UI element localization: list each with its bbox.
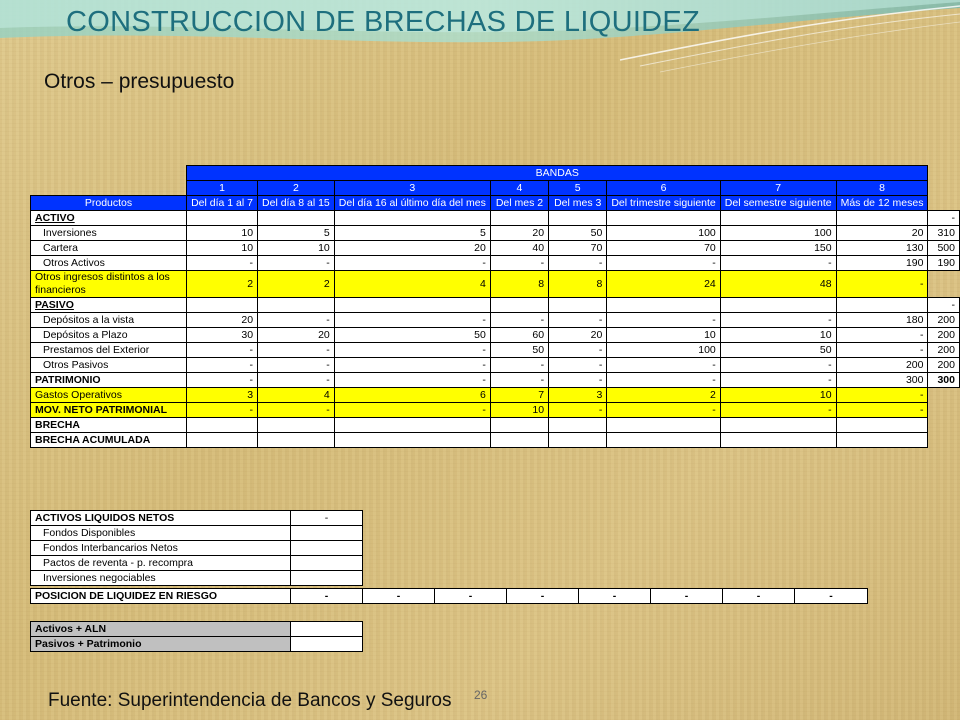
total-cell	[928, 388, 960, 403]
band-label: Más de 12 meses	[836, 196, 928, 211]
value-cell: -	[187, 403, 258, 418]
value-cell: 4	[258, 388, 335, 403]
totals-label: Activos + ALN	[31, 622, 291, 637]
value-cell: 20	[187, 313, 258, 328]
row-label: MOV. NETO PATRIMONIAL	[31, 403, 187, 418]
value-cell	[334, 211, 490, 226]
band-number: 2	[258, 181, 335, 196]
value-cell: -	[549, 313, 607, 328]
value-cell: 50	[549, 226, 607, 241]
value-cell: 10	[720, 328, 836, 343]
value-cell: -	[490, 256, 548, 271]
value-cell: 48	[720, 271, 836, 298]
row-label: Depósitos a la vista	[31, 313, 187, 328]
row-label: BRECHA ACUMULADA	[31, 433, 187, 448]
table-row	[31, 211, 960, 226]
value-cell	[836, 418, 928, 433]
liquid-asset-item: Fondos Disponibles	[31, 526, 291, 541]
row-label: Inversiones	[31, 226, 187, 241]
table-row	[31, 343, 960, 358]
value-cell	[334, 298, 490, 313]
value-cell: -	[549, 373, 607, 388]
table-row	[31, 298, 960, 313]
slide-subtitle: Otros – presupuesto	[44, 70, 235, 93]
slide-title: CONSTRUCCION DE BRECHAS DE LIQUIDEZ	[66, 6, 701, 38]
table-row	[31, 256, 960, 271]
value-cell	[607, 418, 720, 433]
band-number: 1	[187, 181, 258, 196]
value-cell	[258, 211, 335, 226]
table-row	[31, 403, 960, 418]
value-cell: 100	[607, 343, 720, 358]
band-label: Del día 1 al 7	[187, 196, 258, 211]
value-cell: 190	[836, 256, 928, 271]
table-row	[31, 433, 960, 448]
risk-position-value: -	[291, 589, 363, 604]
row-label: Depósitos a Plazo	[31, 328, 187, 343]
value-cell	[334, 433, 490, 448]
band-number: 3	[334, 181, 490, 196]
band-label: Del trimestre siguiente	[607, 196, 720, 211]
value-cell: -	[334, 373, 490, 388]
value-cell: 2	[607, 388, 720, 403]
value-cell: 130	[836, 241, 928, 256]
band-label: Del día 8 al 15	[258, 196, 335, 211]
value-cell	[334, 418, 490, 433]
value-cell: -	[836, 343, 928, 358]
value-cell: 2	[187, 271, 258, 298]
liquid-assets-value: -	[291, 511, 363, 526]
totals-row	[31, 637, 363, 652]
row-label: Cartera	[31, 241, 187, 256]
band-number: 7	[720, 181, 836, 196]
table-row	[31, 226, 960, 241]
band-labels-row	[31, 196, 960, 211]
liquid-assets-label: ACTIVOS LIQUIDOS NETOS	[31, 511, 291, 526]
totals-label: Pasivos + Patrimonio	[31, 637, 291, 652]
total-cell: -	[928, 211, 960, 226]
total-cell: 300	[928, 373, 960, 388]
value-cell: 20	[334, 241, 490, 256]
band-label: Del día 16 al último día del mes	[334, 196, 490, 211]
table-row	[31, 373, 960, 388]
empty-cell	[291, 541, 363, 556]
total-cell	[928, 433, 960, 448]
page-number: 26	[474, 688, 488, 702]
value-cell: -	[490, 313, 548, 328]
value-cell: 7	[490, 388, 548, 403]
liquid-asset-item-row	[31, 541, 363, 556]
total-cell: 200	[928, 358, 960, 373]
table-row	[31, 328, 960, 343]
value-cell	[549, 298, 607, 313]
band-label: Del mes 3	[549, 196, 607, 211]
total-cell	[928, 271, 960, 298]
empty-cell	[291, 526, 363, 541]
total-cell	[928, 418, 960, 433]
value-cell: 3	[187, 388, 258, 403]
band-label: Del mes 2	[490, 196, 548, 211]
value-cell: -	[258, 358, 335, 373]
risk-position-value: -	[651, 589, 723, 604]
risk-position-value: -	[435, 589, 507, 604]
band-number: 4	[490, 181, 548, 196]
table-row	[31, 241, 960, 256]
value-cell: -	[549, 358, 607, 373]
table-row	[31, 388, 960, 403]
value-cell: -	[187, 343, 258, 358]
value-cell	[549, 211, 607, 226]
liquid-asset-item-row	[31, 556, 363, 571]
value-cell: 5	[258, 226, 335, 241]
value-cell: 150	[720, 241, 836, 256]
value-cell: -	[607, 256, 720, 271]
value-cell: -	[187, 373, 258, 388]
value-cell: -	[334, 256, 490, 271]
value-cell: -	[258, 343, 335, 358]
value-cell	[836, 298, 928, 313]
empty-cell	[291, 556, 363, 571]
row-label: Prestamos del Exterior	[31, 343, 187, 358]
total-cell: 200	[928, 328, 960, 343]
totals-row	[31, 622, 363, 637]
value-cell	[187, 433, 258, 448]
value-cell: -	[334, 343, 490, 358]
table-row	[31, 358, 960, 373]
value-cell: 6	[334, 388, 490, 403]
value-cell: 3	[549, 388, 607, 403]
value-cell: 40	[490, 241, 548, 256]
bands-title-row	[31, 166, 960, 181]
value-cell: 70	[549, 241, 607, 256]
value-cell: 10	[490, 403, 548, 418]
value-cell: 10	[187, 241, 258, 256]
value-cell: 60	[490, 328, 548, 343]
value-cell: -	[549, 403, 607, 418]
value-cell: 300	[836, 373, 928, 388]
table-row	[31, 418, 960, 433]
liquidity-gap-table	[30, 165, 960, 448]
value-cell: -	[720, 313, 836, 328]
row-label: ACTIVO	[31, 211, 187, 226]
value-cell	[490, 298, 548, 313]
value-cell: -	[187, 256, 258, 271]
row-label: PATRIMONIO	[31, 373, 187, 388]
band-number: 8	[836, 181, 928, 196]
total-cell: 500	[928, 241, 960, 256]
row-label: BRECHA	[31, 418, 187, 433]
value-cell: 50	[334, 328, 490, 343]
value-cell: 10	[258, 241, 335, 256]
liquid-asset-item-row	[31, 571, 363, 586]
value-cell: -	[836, 328, 928, 343]
total-cell: 310	[928, 226, 960, 241]
value-cell: -	[187, 358, 258, 373]
row-label: Otros Activos	[31, 256, 187, 271]
value-cell: -	[258, 256, 335, 271]
value-cell: 30	[187, 328, 258, 343]
risk-position-value: -	[363, 589, 435, 604]
value-cell: 10	[720, 388, 836, 403]
table-row	[31, 271, 960, 298]
value-cell	[490, 418, 548, 433]
value-cell	[836, 433, 928, 448]
value-cell: 20	[549, 328, 607, 343]
value-cell: 70	[607, 241, 720, 256]
value-cell	[720, 298, 836, 313]
value-cell	[720, 433, 836, 448]
risk-position-table	[30, 588, 868, 604]
empty-cell	[31, 166, 187, 181]
value-cell: -	[549, 343, 607, 358]
value-cell	[258, 298, 335, 313]
value-cell: 100	[607, 226, 720, 241]
liquid-asset-item: Pactos de reventa - p. recompra	[31, 556, 291, 571]
empty-cell	[31, 181, 187, 196]
value-cell: -	[607, 373, 720, 388]
value-cell	[187, 418, 258, 433]
value-cell	[549, 418, 607, 433]
value-cell: -	[836, 271, 928, 298]
empty-cell	[291, 637, 363, 652]
value-cell: 10	[187, 226, 258, 241]
value-cell: 100	[720, 226, 836, 241]
value-cell: -	[607, 358, 720, 373]
bands-title: BANDAS	[187, 166, 928, 181]
value-cell: 50	[720, 343, 836, 358]
value-cell	[258, 418, 335, 433]
risk-position-label: POSICION DE LIQUIDEZ EN RIESGO	[31, 589, 291, 604]
value-cell	[607, 211, 720, 226]
value-cell: -	[720, 373, 836, 388]
value-cell: -	[549, 256, 607, 271]
value-cell: -	[836, 388, 928, 403]
value-cell: 10	[607, 328, 720, 343]
value-cell: 20	[258, 328, 335, 343]
risk-position-row	[31, 589, 868, 604]
value-cell: -	[720, 358, 836, 373]
value-cell: 4	[334, 271, 490, 298]
empty-cell	[291, 622, 363, 637]
value-cell: 8	[549, 271, 607, 298]
value-cell	[720, 418, 836, 433]
value-cell: -	[720, 256, 836, 271]
band-numbers-row	[31, 181, 960, 196]
value-cell: -	[607, 313, 720, 328]
value-cell: -	[490, 358, 548, 373]
liquid-asset-item: Inversiones negociables	[31, 571, 291, 586]
liquid-assets-table	[30, 510, 363, 586]
value-cell: -	[720, 403, 836, 418]
value-cell: -	[258, 373, 335, 388]
row-label: Gastos Operativos	[31, 388, 187, 403]
value-cell	[187, 298, 258, 313]
value-cell: -	[490, 373, 548, 388]
risk-position-value: -	[507, 589, 579, 604]
risk-position-value: -	[795, 589, 868, 604]
table-row	[31, 313, 960, 328]
totals-table	[30, 621, 363, 652]
value-cell	[187, 211, 258, 226]
value-cell: 5	[334, 226, 490, 241]
total-cell	[928, 403, 960, 418]
empty-cell	[928, 181, 960, 196]
risk-position-value: -	[723, 589, 795, 604]
value-cell: -	[258, 403, 335, 418]
value-cell	[490, 433, 548, 448]
band-number: 5	[549, 181, 607, 196]
value-cell: -	[334, 358, 490, 373]
risk-position-value: -	[579, 589, 651, 604]
products-header: Productos	[31, 196, 187, 211]
liquid-assets-row	[31, 511, 363, 526]
row-label: Otros Pasivos	[31, 358, 187, 373]
value-cell: 20	[836, 226, 928, 241]
value-cell: 200	[836, 358, 928, 373]
value-cell	[549, 433, 607, 448]
row-label: Otros ingresos distintos a los financieros	[31, 271, 187, 298]
liquid-asset-item-row	[31, 526, 363, 541]
row-label: PASIVO	[31, 298, 187, 313]
total-cell: 200	[928, 343, 960, 358]
value-cell: 24	[607, 271, 720, 298]
band-label: Del semestre siguiente	[720, 196, 836, 211]
value-cell: -	[607, 403, 720, 418]
value-cell: 8	[490, 271, 548, 298]
value-cell	[720, 211, 836, 226]
source-footer: Fuente: Superintendencia de Bancos y Seguros	[48, 690, 452, 711]
value-cell: 180	[836, 313, 928, 328]
value-cell	[607, 433, 720, 448]
value-cell	[490, 211, 548, 226]
empty-cell	[928, 196, 960, 211]
total-cell: -	[928, 298, 960, 313]
liquid-asset-item: Fondos Interbancarios Netos	[31, 541, 291, 556]
value-cell: -	[836, 403, 928, 418]
value-cell: -	[334, 313, 490, 328]
value-cell: 2	[258, 271, 335, 298]
value-cell	[258, 433, 335, 448]
value-cell	[607, 298, 720, 313]
empty-cell	[291, 571, 363, 586]
value-cell: -	[258, 313, 335, 328]
value-cell: 50	[490, 343, 548, 358]
value-cell: 20	[490, 226, 548, 241]
value-cell: -	[334, 403, 490, 418]
band-number: 6	[607, 181, 720, 196]
total-cell: 200	[928, 313, 960, 328]
value-cell	[836, 211, 928, 226]
total-cell: 190	[928, 256, 960, 271]
empty-cell	[928, 166, 960, 181]
